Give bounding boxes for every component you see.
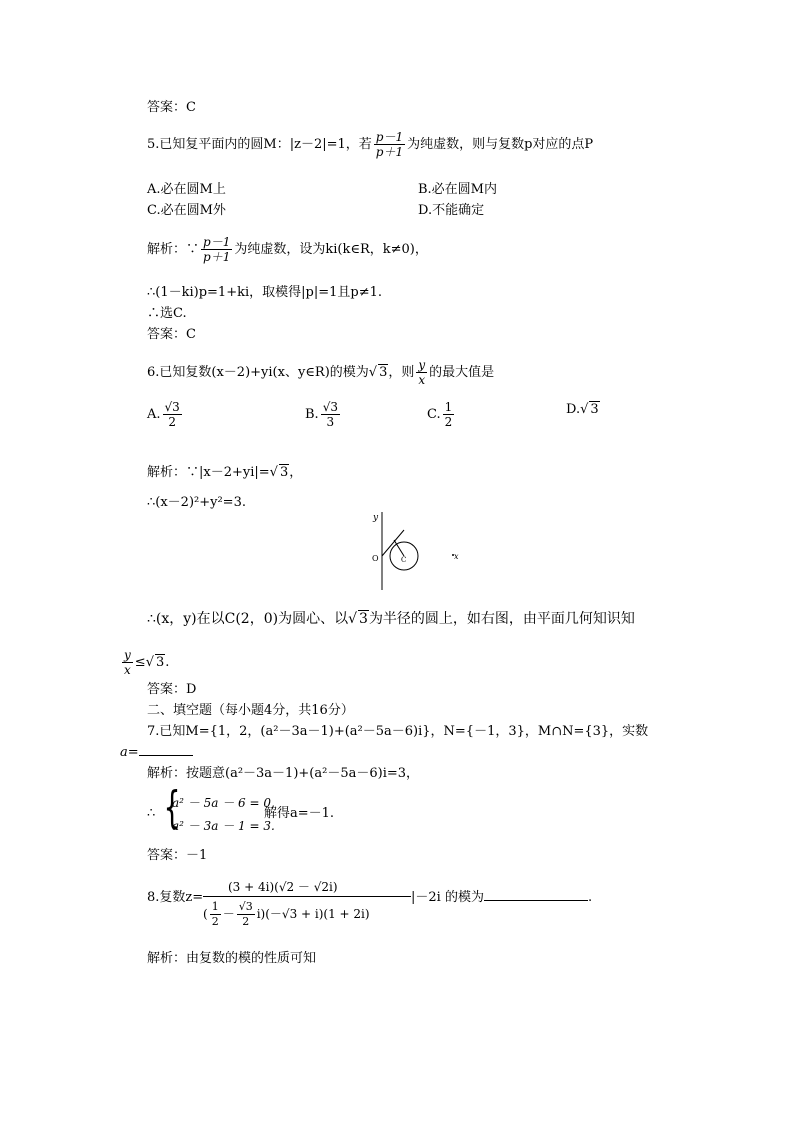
- q6-sol-sqrt: 3: [279, 465, 289, 480]
- q6-opt-a-den: 2: [168, 415, 176, 429]
- q5-frac-den: p＋1: [375, 145, 404, 159]
- q4-answer: 答案：C: [147, 100, 196, 115]
- q6-opt-a-num: √3: [164, 400, 180, 414]
- q7-stem: 7.已知M={1，2，(a²－3a－1)+(a²－5a－6)i}，N={－1，3}，M∩N={3}，实数: [147, 724, 649, 739]
- q6-option-a: [147, 400, 184, 429]
- q6-opt-c-label: C.: [427, 407, 441, 422]
- q5-option-b: B.必在圆M内: [418, 182, 497, 197]
- q6-sol3-a: ∴(x，y)在以C(2，0)为圆心、以: [147, 611, 349, 627]
- q6-stem-sqrt: 3: [379, 365, 388, 380]
- q6-solution-line2: ∴(x－2)²+y²=3.: [147, 495, 246, 510]
- q5-option-c: C.必在圆M外: [147, 203, 226, 218]
- q5-sol-fraction: [201, 235, 232, 264]
- q6-stem-fraction: [416, 358, 427, 387]
- q7-stem-line2: [120, 745, 193, 761]
- q5-solution-line3: ∴选C.: [147, 306, 187, 321]
- q6-opt-a-label: A.: [147, 407, 161, 422]
- q6-opt-d-label: D.: [566, 402, 581, 417]
- q6-opt-b-fraction: [321, 400, 340, 429]
- q6-option-d: D.√ 3: [566, 402, 599, 417]
- q8-fraction-bar: [203, 896, 411, 897]
- q6-stem-a: 6.已知复数(x－2)+yi(x、y∈R)的模为: [147, 365, 369, 380]
- q5-solution-line1: [147, 235, 428, 264]
- fig-x-label: x: [454, 552, 459, 561]
- q6-stem-c: 的最大值是: [429, 365, 495, 380]
- fig-c-label: C: [401, 556, 407, 564]
- q6-option-c: [427, 400, 456, 429]
- q8-numerator: (3 + 4i)(√2 － √2i): [228, 880, 338, 894]
- section-2-heading: 二、填空题（每小题4分，共16分）: [147, 703, 354, 718]
- q6-opt-b-num: √3: [322, 400, 338, 414]
- q5-sol-frac-num: p－1: [203, 235, 231, 249]
- q7-answer-blank: [139, 755, 193, 756]
- q6-option-b: [305, 400, 342, 429]
- q6-sol3-sqrt: 3: [359, 611, 368, 627]
- q6-opt-a-fraction: [163, 400, 182, 429]
- q6-opt-c-num: 1: [444, 400, 453, 414]
- q5-option-d: D.不能确定: [418, 203, 485, 218]
- q8-prefix: 8.复数z=: [147, 890, 204, 905]
- q6-opt-b-label: B.: [305, 407, 319, 422]
- q8-end: .: [587, 890, 593, 905]
- q5-stem: [147, 130, 593, 159]
- q6-circle-figure: [362, 506, 472, 592]
- q8-denominator: [203, 900, 370, 929]
- q5-answer: 答案：C: [147, 327, 196, 342]
- q6-sol-a: 解析：∵|x－2+yi|=: [147, 465, 270, 480]
- q5-sol-frac-den: p＋1: [203, 250, 231, 264]
- q8-den-g-den: 2: [242, 915, 250, 928]
- q8-solution: 解析：由复数的模的性质可知: [147, 951, 317, 966]
- q6-stem-b: ，则: [388, 365, 415, 380]
- q7-answer: 答案：－1: [147, 848, 208, 863]
- fig-y-label: y: [373, 513, 379, 523]
- q7-therefore: ∴: [147, 806, 156, 821]
- q8-den-c: i)(－√3 + i)(1 + 2i): [256, 907, 370, 921]
- q7-solution-line1: 解析：按题意(a²－3a－1)+(a²－5a－6)i=3，: [147, 766, 420, 781]
- q6-sol4-num: y: [124, 648, 131, 662]
- q5-stem-b: 为纯虚数，则与复数p对应的点P: [407, 137, 594, 152]
- q7-equation-2: a² － 3a － 1 = 3.: [172, 819, 275, 833]
- q6-opt-c-fraction: [443, 400, 455, 429]
- q6-answer: 答案：D: [147, 682, 197, 697]
- q6-sol3-b: 为半径的圆上，如右图，由平面几何知识知: [368, 611, 635, 627]
- q6-sol4-fraction: [122, 648, 133, 677]
- q8-den-f-den: 2: [211, 915, 219, 928]
- q6-solution-line3: ∴(x，y)在以C(2，0)为圆心、以√ 3为半径的圆上，如右图，由平面几何知识知: [147, 611, 635, 627]
- q5-sol-a: 解析：∵: [147, 242, 200, 257]
- fig-o-label: O: [372, 554, 379, 563]
- q8-suffix-line: [411, 890, 592, 906]
- q8-den-frac2: [237, 900, 255, 929]
- q6-sol4-a: ≤: [134, 655, 146, 670]
- q6-stem-frac-num: y: [418, 358, 426, 372]
- q6-sol4-den: x: [124, 663, 131, 677]
- q6-stem-frac-den: x: [418, 373, 426, 387]
- q6-opt-c-den: 2: [444, 415, 453, 429]
- q5-stem-a: 5.已知复平面内的圆M：|z－2|=1，若: [147, 137, 372, 152]
- q8-answer-blank: [484, 900, 588, 901]
- q6-sol4-b: .: [165, 655, 170, 670]
- q5-sol-b: 为纯虚数，设为ki(k∈R，k≠0)，: [234, 242, 428, 257]
- q6-sol-b: ，: [289, 465, 303, 480]
- q6-opt-d-sqrt: 3: [590, 402, 599, 417]
- q6-solution-line1: 解析：∵|x－2+yi|=√ 3，: [147, 465, 303, 480]
- q7-solution-tail: 解得a=－1.: [264, 806, 335, 821]
- q5-option-a: A.必在圆M上: [147, 182, 226, 197]
- tangent-line: [382, 530, 404, 556]
- q6-stem: 6.已知复数(x－2)+yi(x、y∈R)的模为√ 3，则 $\frac{y}{x}$ 的最大值是: [147, 358, 495, 387]
- q8-suffix: |－2i 的模为: [411, 890, 484, 905]
- q7-system-brace: {: [163, 782, 181, 833]
- q6-opt-b-den: 3: [326, 415, 335, 429]
- q8-den-g-num: √3: [238, 900, 253, 913]
- q8-den-b: －: [222, 907, 235, 921]
- q5-frac-num: p－1: [375, 130, 404, 144]
- q5-stem-fraction: [374, 130, 405, 159]
- q7-stem2: a=: [120, 745, 139, 760]
- q8-den-f-num: 1: [211, 900, 219, 913]
- q7-equation-1: a² － 5a － 6 = 0,: [172, 796, 275, 810]
- q6-sol4-sqrt: 3: [155, 655, 165, 670]
- q5-solution-line2: ∴(1－ki)p=1+ki，取模得|p|=1且p≠1.: [147, 285, 382, 300]
- q6-solution-line4: $\frac{y}{x}$ ≤√ 3.: [124, 648, 170, 677]
- q8-den-a: (: [203, 907, 208, 921]
- q8-den-frac1: [210, 900, 221, 929]
